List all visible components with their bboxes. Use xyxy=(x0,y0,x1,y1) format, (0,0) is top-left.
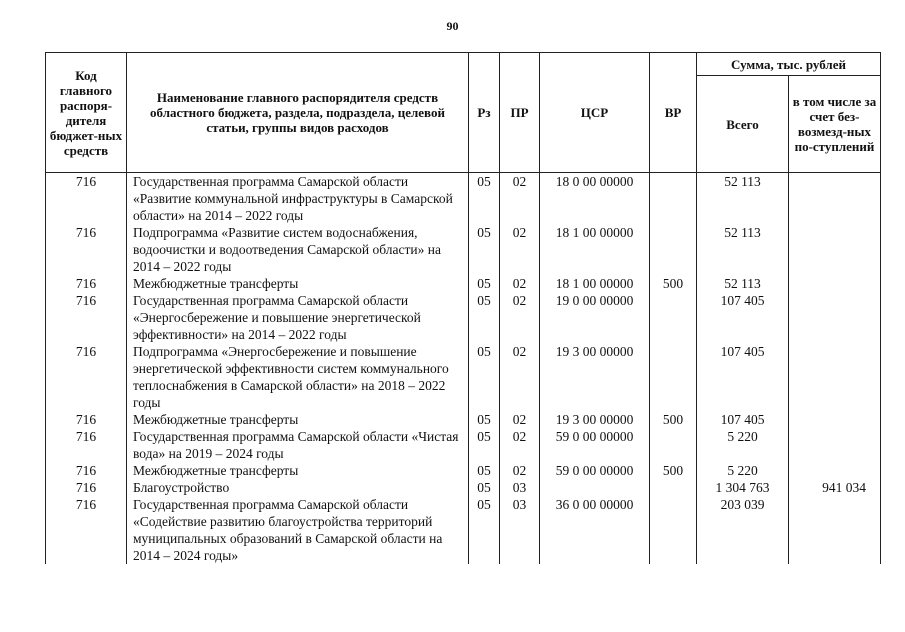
table-row xyxy=(46,411,881,428)
cell-csr: 18 0 00 00000 xyxy=(540,173,650,225)
header-pr: ПР xyxy=(500,53,540,173)
cell-csr: 18 1 00 00000 xyxy=(540,275,650,292)
cell-pr: 02 xyxy=(500,275,540,292)
cell-name: Государственная программа Самарской области «Энергосбережение и повышение энергетической эффективности» на 2014 – 2022 годы xyxy=(127,292,469,343)
cell-total: 52 113 xyxy=(697,224,789,275)
cell-pr: 02 xyxy=(500,411,540,428)
cell-pr: 02 xyxy=(500,224,540,275)
cell-rz: 05 xyxy=(469,462,500,479)
cell-vr xyxy=(650,173,697,225)
cell-rz: 05 xyxy=(469,479,500,496)
header-free: в том числе за счет без-возмезд-ных по-ступлений xyxy=(789,76,881,173)
cell-pr: 02 xyxy=(500,292,540,343)
cell-vr xyxy=(650,224,697,275)
cell-rz: 05 xyxy=(469,292,500,343)
cell-rz: 05 xyxy=(469,224,500,275)
cell-name: Межбюджетные трансферты xyxy=(127,275,469,292)
cell-total: 5 220 xyxy=(697,428,789,462)
cell-total: 203 039 xyxy=(697,496,789,564)
cell-total: 107 405 xyxy=(697,292,789,343)
table-body xyxy=(46,173,881,565)
cell-code: 716 xyxy=(46,462,127,479)
table-header xyxy=(46,53,881,173)
cell-name: Межбюджетные трансферты xyxy=(127,411,469,428)
table-row xyxy=(46,496,881,564)
cell-name: Государственная программа Самарской области «Развитие коммунальной инфраструктуры в Самарской области» на 2014 – 2022 годы xyxy=(127,173,469,225)
cell-rz: 05 xyxy=(469,496,500,564)
cell-name: Государственная программа Самарской области «Чистая вода» на 2019 – 2024 годы xyxy=(127,428,469,462)
table-row xyxy=(46,462,881,479)
cell-total: 52 113 xyxy=(697,173,789,225)
cell-free xyxy=(789,428,881,462)
cell-rz: 05 xyxy=(469,343,500,411)
cell-free xyxy=(789,173,881,225)
cell-rz: 05 xyxy=(469,275,500,292)
cell-vr xyxy=(650,292,697,343)
cell-vr xyxy=(650,428,697,462)
cell-free: 941 034 xyxy=(789,479,881,496)
cell-name: Межбюджетные трансферты xyxy=(127,462,469,479)
cell-pr: 02 xyxy=(500,462,540,479)
cell-free xyxy=(789,292,881,343)
header-vr: ВР xyxy=(650,53,697,173)
cell-code: 716 xyxy=(46,224,127,275)
cell-csr: 59 0 00 00000 xyxy=(540,428,650,462)
cell-total: 5 220 xyxy=(697,462,789,479)
cell-total: 107 405 xyxy=(697,343,789,411)
table-row xyxy=(46,292,881,343)
cell-code: 716 xyxy=(46,173,127,225)
cell-csr: 19 3 00 00000 xyxy=(540,343,650,411)
cell-free xyxy=(789,224,881,275)
header-name: Наименование главного распорядителя средств областного бюджета, раздела, подраздела, целевой статьи, группы видов расходов xyxy=(127,53,469,173)
cell-free xyxy=(789,275,881,292)
table-row xyxy=(46,479,881,496)
cell-code: 716 xyxy=(46,292,127,343)
cell-code: 716 xyxy=(46,411,127,428)
header-csr: ЦСР xyxy=(540,53,650,173)
cell-code: 716 xyxy=(46,343,127,411)
cell-name: Благоустройство xyxy=(127,479,469,496)
cell-vr xyxy=(650,343,697,411)
budget-table xyxy=(45,52,881,564)
cell-name: Подпрограмма «Энергосбережение и повышение энергетической эффективности систем коммунального теплоснабжения в Самарской области» на 2018 – 2022 годы xyxy=(127,343,469,411)
cell-total: 52 113 xyxy=(697,275,789,292)
cell-vr: 500 xyxy=(650,462,697,479)
cell-csr: 19 3 00 00000 xyxy=(540,411,650,428)
header-rz: Рз xyxy=(469,53,500,173)
header-code: Код главного распоря-дителя бюджет-ных средств xyxy=(46,53,127,173)
cell-free xyxy=(789,462,881,479)
cell-vr: 500 xyxy=(650,411,697,428)
cell-pr: 03 xyxy=(500,479,540,496)
cell-vr xyxy=(650,479,697,496)
cell-total: 107 405 xyxy=(697,411,789,428)
table-row xyxy=(46,343,881,411)
cell-csr: 36 0 00 00000 xyxy=(540,496,650,564)
page-number: 90 xyxy=(446,19,459,33)
cell-name: Подпрограмма «Развитие систем водоснабжения, водоочистки и водоотведения Самарской области» на 2014 – 2022 годы xyxy=(127,224,469,275)
header-total: Всего xyxy=(697,76,789,173)
cell-free xyxy=(789,496,881,564)
cell-vr xyxy=(650,496,697,564)
cell-code: 716 xyxy=(46,479,127,496)
cell-rz: 05 xyxy=(469,411,500,428)
cell-total: 1 304 763 xyxy=(697,479,789,496)
table-row xyxy=(46,173,881,225)
cell-pr: 02 xyxy=(500,173,540,225)
table-row xyxy=(46,224,881,275)
cell-csr xyxy=(540,479,650,496)
cell-pr: 03 xyxy=(500,496,540,564)
cell-csr: 18 1 00 00000 xyxy=(540,224,650,275)
cell-csr: 59 0 00 00000 xyxy=(540,462,650,479)
cell-rz: 05 xyxy=(469,173,500,225)
cell-pr: 02 xyxy=(500,428,540,462)
cell-free xyxy=(789,411,881,428)
table-row xyxy=(46,275,881,292)
cell-code: 716 xyxy=(46,496,127,564)
cell-csr: 19 0 00 00000 xyxy=(540,292,650,343)
cell-rz: 05 xyxy=(469,428,500,462)
cell-pr: 02 xyxy=(500,343,540,411)
cell-vr: 500 xyxy=(650,275,697,292)
header-sum: Сумма, тыс. рублей xyxy=(697,53,881,76)
table-row xyxy=(46,428,881,462)
cell-code: 716 xyxy=(46,275,127,292)
cell-name: Государственная программа Самарской области «Содействие развитию благоустройства территорий муниципальных образований в Самарской области на 2014 – 2024 годы» xyxy=(127,496,469,564)
cell-code: 716 xyxy=(46,428,127,462)
cell-free xyxy=(789,343,881,411)
